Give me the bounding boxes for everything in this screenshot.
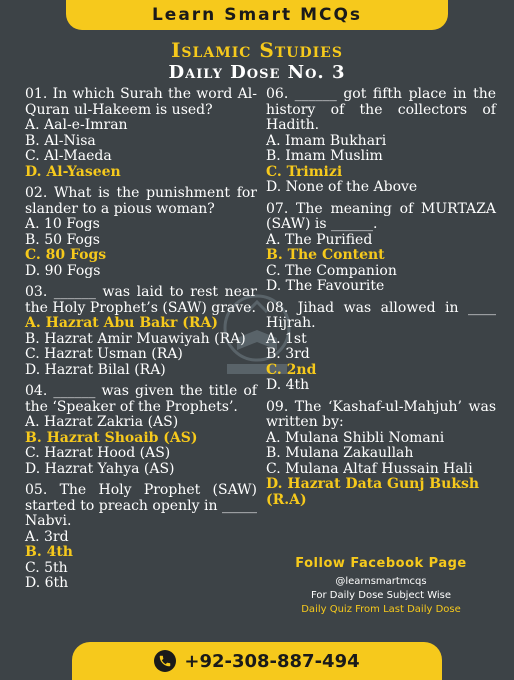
option: A. Aal-e-Imran	[25, 117, 128, 133]
follow-facebook-link[interactable]: Follow Facebook Page	[295, 556, 467, 571]
option-correct: C. 80 Fogs	[25, 247, 107, 263]
question-03	[25, 285, 257, 378]
question-text: 06. ______ got fifth place in the history of the collectors of Hadith.	[266, 86, 496, 133]
option: D. 6th	[25, 575, 69, 591]
facebook-handle[interactable]: @learnsmartmcqs	[335, 576, 427, 587]
option: B. 3rd	[266, 346, 310, 362]
option-correct: D. Al-Yaseen	[25, 163, 121, 180]
question-text: 04. ______ was given the title of the ‘Speaker of the Prophets’.	[25, 383, 257, 415]
option-correct: B. Hazrat Shoaib (AS)	[25, 429, 198, 446]
question-02	[25, 186, 257, 279]
option: D. Hazrat Yahya (AS)	[25, 460, 175, 477]
option: C. Al-Maeda	[25, 148, 112, 164]
question-text: 07. The meaning of MURTAZA (SAW) is ______.	[266, 200, 496, 232]
question-01	[25, 87, 257, 180]
option: B. Imam Muslim	[266, 148, 383, 164]
left-column	[25, 87, 257, 598]
question-text: 09. The ‘Kashaf-ul-Mahjuh’ was written by:	[266, 398, 496, 430]
option-correct: B. The Content	[266, 247, 385, 263]
page-title: Islamic Studies	[171, 38, 343, 62]
option: B. Hazrat Amir Muawiyah (RA)	[25, 330, 246, 347]
option: C. 5th	[25, 559, 68, 576]
question-08	[266, 301, 496, 394]
option: D. The Favourite	[266, 278, 385, 294]
option: D. 4th	[266, 377, 310, 393]
option: A. Hazrat Zakria (AS)	[25, 414, 179, 430]
top-banner	[0, 0, 514, 32]
question-text: 02. What is the punishment for slander to a pious woman?	[25, 185, 257, 217]
footer-info	[266, 556, 496, 615]
option: A. 10 Fogs	[25, 216, 100, 232]
footer-note-1: For Daily Dose Subject Wise	[310, 590, 451, 601]
option: B. Mulana Zakaullah	[266, 445, 414, 461]
option: A. Imam Bukhari	[266, 132, 387, 149]
option: C. Mulana Altaf Hussain Hali	[266, 460, 473, 477]
option-correct: B. 4th	[25, 544, 73, 560]
option: A. The Purified	[266, 231, 373, 248]
option: D. Hazrat Bilal (RA)	[25, 361, 166, 378]
option: C. Hazrat Hood (AS)	[25, 445, 171, 461]
question-07	[266, 202, 496, 295]
question-text: 05. The Holy Prophet (SAW) started to preach openly in _____ Nabvi.	[25, 482, 257, 529]
option: D. 90 Fogs	[25, 262, 101, 279]
question-text: 08. Jihad was allowed in ____ Hijrah.	[266, 299, 496, 331]
option: C. The Companion	[266, 262, 397, 279]
page-subtitle: Daily Dose No. 3	[168, 62, 346, 83]
option-correct: D. Hazrat Data Gunj Buksh (R.A)	[266, 476, 480, 508]
question-text: 03. ______ was laid to rest near the Holy Prophet’s (SAW) grave.	[25, 284, 257, 316]
question-04	[25, 384, 257, 477]
footer-note-2: Daily Quiz From Last Daily Dose	[301, 604, 461, 615]
whatsapp-icon	[154, 650, 176, 672]
question-05	[25, 483, 257, 592]
question-09	[266, 400, 496, 509]
option: A. 3rd	[25, 528, 69, 545]
option: A. 1st	[266, 330, 307, 347]
brand-label: Learn Smart MCQs	[66, 0, 448, 30]
option: B. 50 Fogs	[25, 231, 100, 248]
option: C. Hazrat Usman (RA)	[25, 346, 183, 362]
bottom-bar	[0, 640, 514, 680]
question-text: 01. In which Surah the word Al-Quran ul-Hakeem is used?	[25, 86, 257, 118]
phone-number: +92-308-887-494	[184, 650, 360, 672]
option-correct: C. 2nd	[266, 361, 317, 378]
option-correct: A. Hazrat Abu Bakr (RA)	[25, 315, 218, 331]
option: A. Mulana Shibli Nomani	[266, 429, 445, 446]
option-correct: C. Trimizi	[266, 163, 343, 180]
phone-contact[interactable]	[72, 642, 442, 680]
right-column	[266, 87, 496, 514]
question-06	[266, 87, 496, 196]
option: D. None of the Above	[266, 179, 418, 195]
option: B. Al-Nisa	[25, 132, 96, 149]
